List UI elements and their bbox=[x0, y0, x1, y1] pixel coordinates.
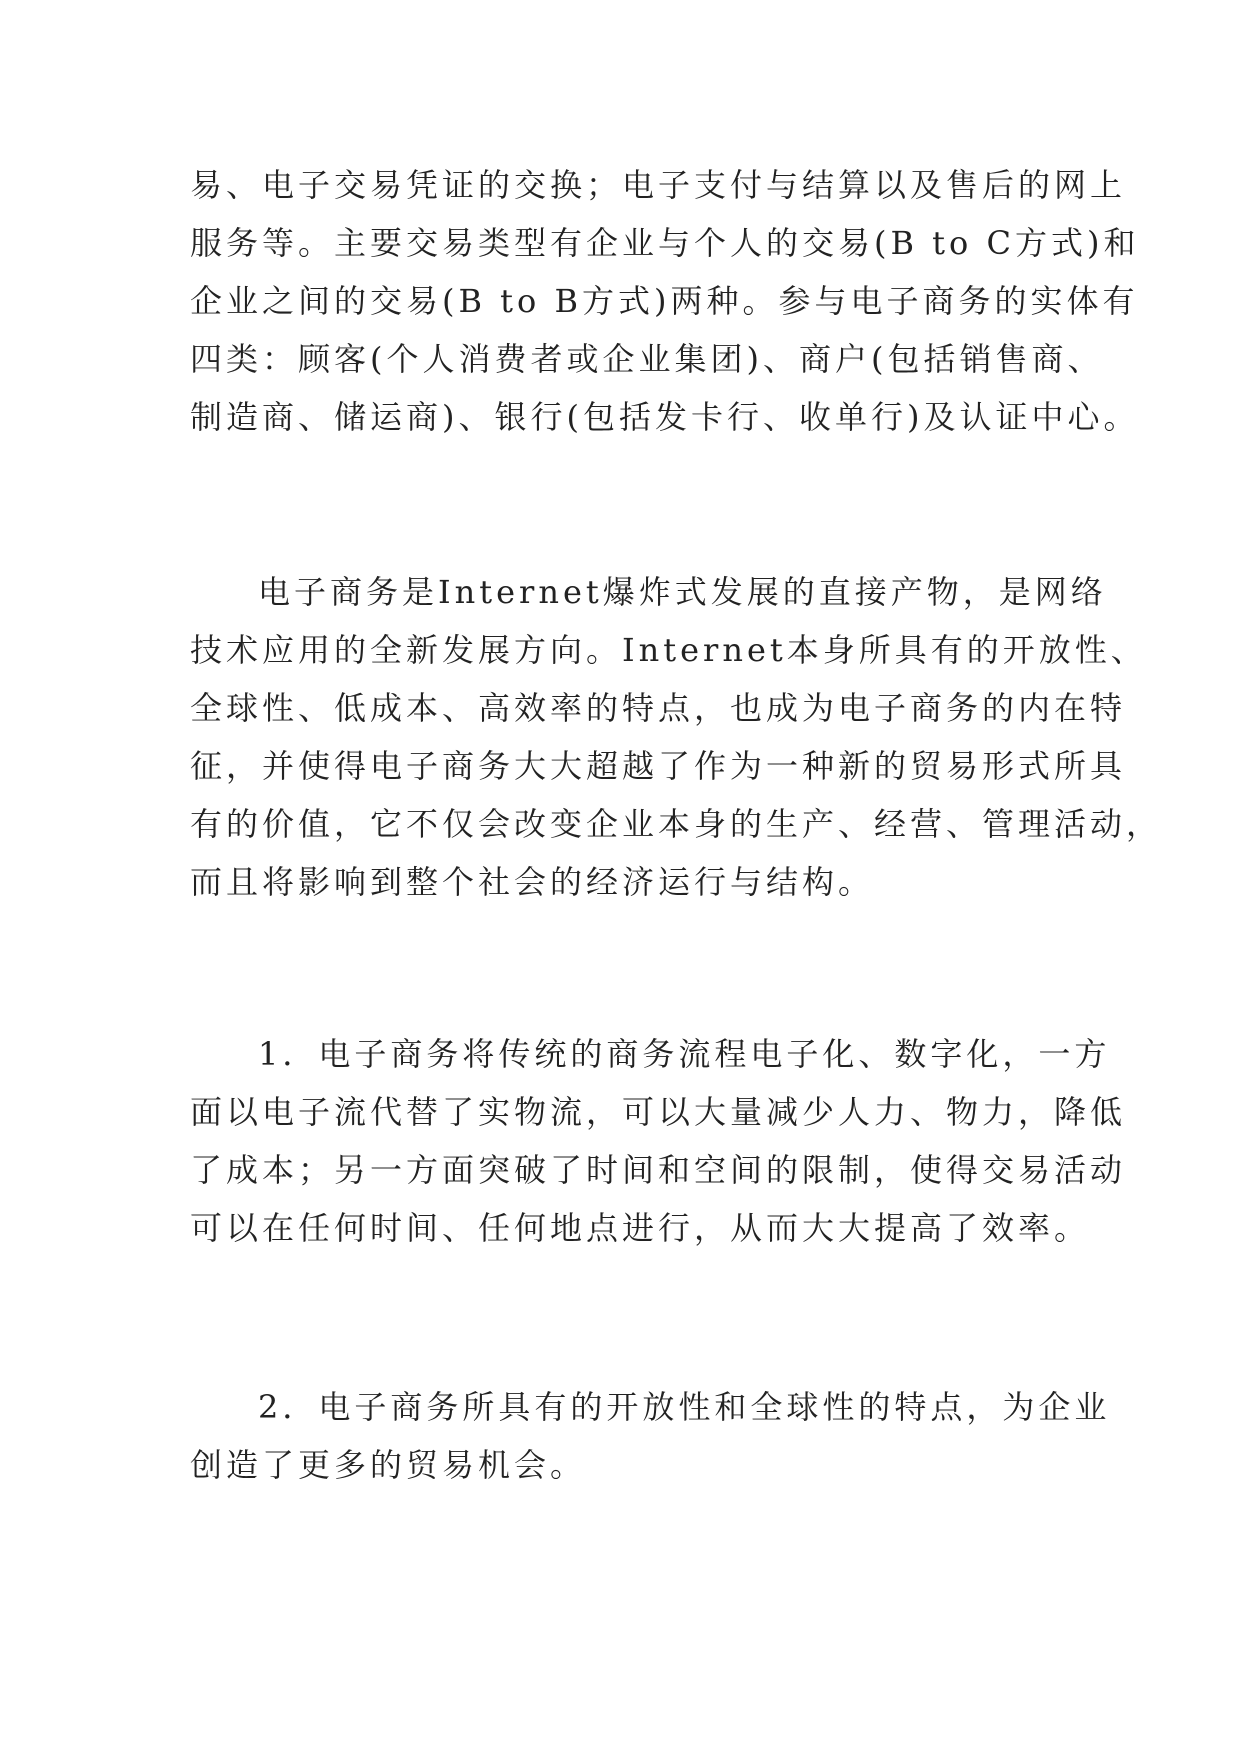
paragraph-point-1 bbox=[190, 1025, 1127, 1257]
text-line: 制造商、储运商)、银行(包括发卡行、收单行)及认证中心。 bbox=[190, 398, 1140, 436]
text-line: 有的价值，它不仅会改变企业本身的生产、经营、管理活动， bbox=[190, 805, 1163, 843]
text-line: 创造了更多的贸易机会。 bbox=[190, 1446, 587, 1484]
text-line: 易、电子交易凭证的交换；电子支付与结算以及售后的网上 bbox=[190, 166, 1127, 204]
text-line: 四类：顾客(个人消费者或企业集团)、商户(包括销售商、 bbox=[190, 340, 1104, 378]
text-line: 1．电子商务将传统的商务流程电子化、数字化，一方 bbox=[258, 1035, 1111, 1073]
text-line: 征，并使得电子商务大大超越了作为一种新的贸易形式所具 bbox=[190, 747, 1127, 785]
text-line: 面以电子流代替了实物流，可以大量减少人力、物力，降低 bbox=[190, 1093, 1127, 1131]
text-line: 可以在任何时间、任何地点进行，从而大大提高了效率。 bbox=[190, 1209, 1091, 1247]
paragraph-transaction-types bbox=[190, 156, 1140, 446]
paragraph-internet-product bbox=[190, 563, 1163, 911]
text-line: 服务等。主要交易类型有企业与个人的交易(B to C方式)和 bbox=[190, 224, 1140, 262]
text-line: 而且将影响到整个社会的经济运行与结构。 bbox=[190, 863, 875, 901]
text-line: 技术应用的全新发展方向。Internet本身所具有的开放性、 bbox=[190, 631, 1147, 669]
text-line: 企业之间的交易(B to B方式)两种。参与电子商务的实体有 bbox=[190, 282, 1139, 320]
paragraph-point-2 bbox=[190, 1378, 1111, 1494]
text-line: 2．电子商务所具有的开放性和全球性的特点，为企业 bbox=[258, 1388, 1111, 1426]
text-line: 全球性、低成本、高效率的特点，也成为电子商务的内在特 bbox=[190, 689, 1127, 727]
text-line: 了成本；另一方面突破了时间和空间的限制，使得交易活动 bbox=[190, 1151, 1127, 1189]
text-line: 电子商务是Internet爆炸式发展的直接产物，是网络 bbox=[258, 573, 1107, 611]
